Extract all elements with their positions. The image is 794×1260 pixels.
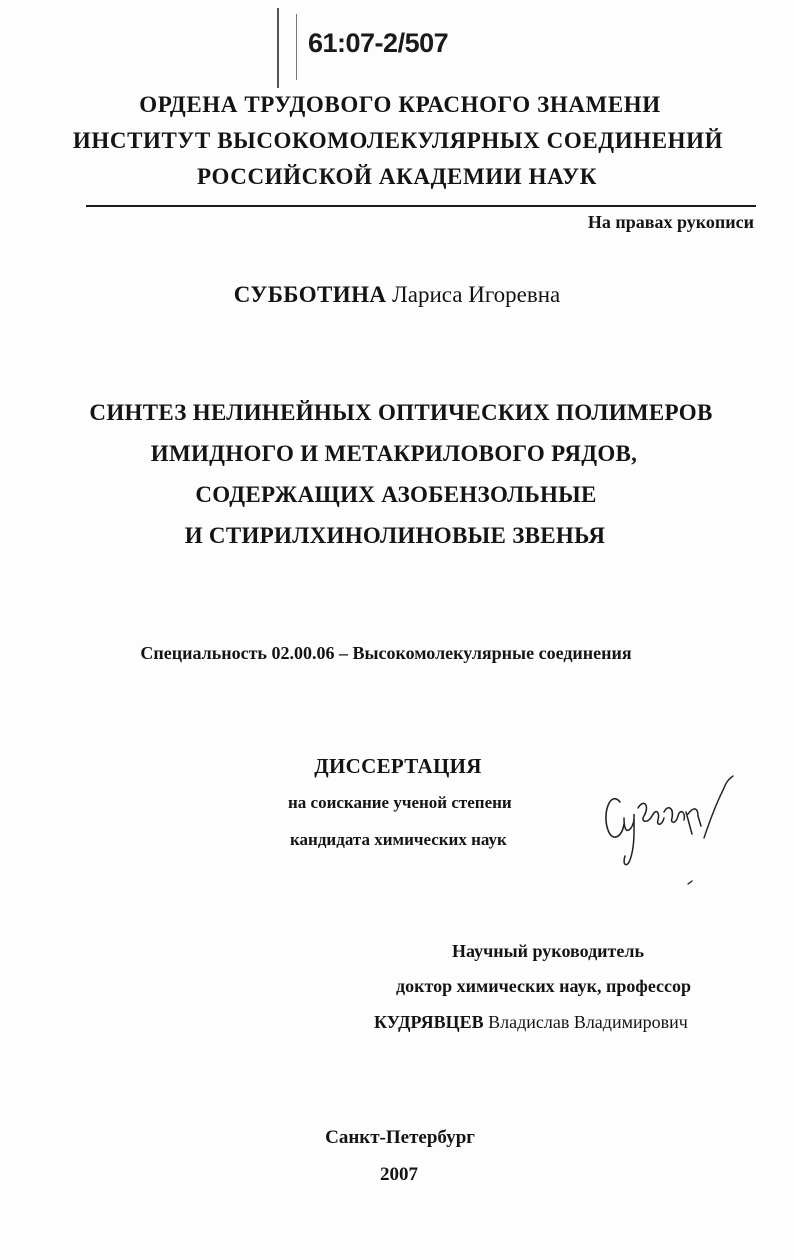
stamp-bar <box>277 8 279 88</box>
organization-line-2: ИНСТИТУТ ВЫСОКОМОЛЕКУЛЯРНЫХ СОЕДИНЕНИЙ <box>72 128 724 153</box>
supervisor-surname: КУДРЯВЦЕВ <box>374 1012 484 1032</box>
author-name <box>0 282 794 308</box>
supervisor-given-names: Владислав Владимирович <box>488 1012 688 1032</box>
catalog-number: 61:07-2/507 <box>308 28 449 58</box>
year: 2007 <box>380 1164 418 1185</box>
manuscript-note: На правах рукописи <box>587 212 754 232</box>
organization-line-3: РОССИЙСКОЙ АКАДЕМИИ НАУК <box>196 164 598 189</box>
degree-line-2: кандидата химических наук <box>290 830 507 849</box>
author-given-names: Лариса Игоревна <box>392 282 561 307</box>
title-line-4: И СТИРИЛХИНОЛИНОВЫЕ ЗВЕНЬЯ <box>184 523 606 548</box>
signature <box>600 768 735 898</box>
city: Санкт-Петербург <box>325 1127 475 1148</box>
title-line-1: СИНТЕЗ НЕЛИНЕЙНЫХ ОПТИЧЕСКИХ ПОЛИМЕРОВ <box>89 400 713 425</box>
stamp-bar <box>296 14 297 80</box>
title-line-3: СОДЕРЖАЩИХ АЗОБЕНЗОЛЬНЫЕ <box>195 482 597 507</box>
supervisor-label: Научный руководитель <box>452 941 644 961</box>
author-surname: СУББОТИНА <box>233 282 387 307</box>
supervisor-credentials: доктор химических наук, профессор <box>396 976 692 996</box>
degree-line-1: на соискание ученой степени <box>288 793 512 812</box>
document-type: ДИССЕРТАЦИЯ <box>314 754 482 778</box>
supervisor-name <box>374 1012 688 1033</box>
title-line-2: ИМИДНОГО И МЕТАКРИЛОВОГО РЯДОВ, <box>150 441 638 466</box>
specialty: Специальность 02.00.06 – Высокомолекулярные соединения <box>140 643 632 663</box>
header-rule <box>86 205 756 207</box>
organization-line-1: ОРДЕНА ТРУДОВОГО КРАСНОГО ЗНАМЕНИ <box>139 92 661 117</box>
